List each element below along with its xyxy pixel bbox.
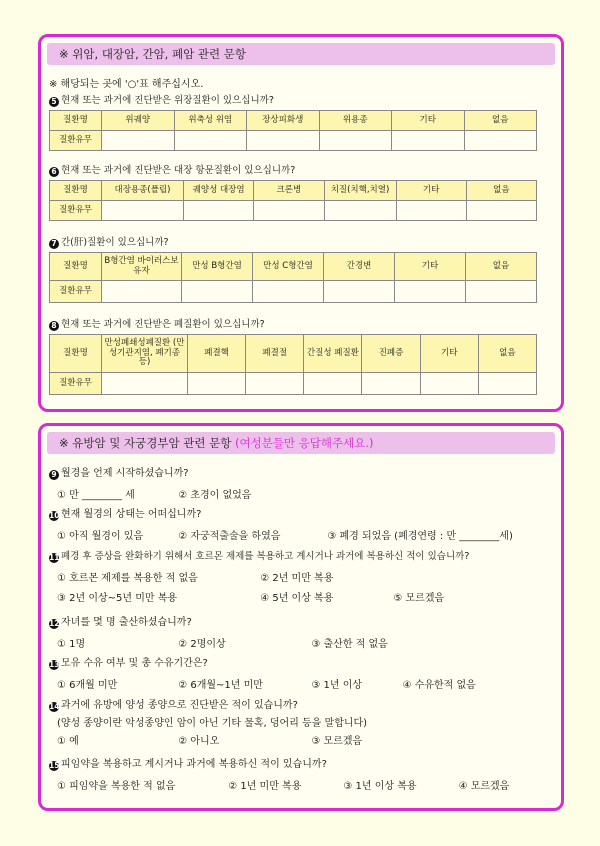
question-text: 월경을 언제 시작하셨습니까?: [61, 468, 189, 479]
column-header: 위용종: [319, 111, 392, 131]
question-11: [49, 548, 553, 604]
option[interactable]: ① 아직 월경이 있음: [57, 531, 144, 542]
q8-table: [49, 334, 537, 395]
question-text: 과거에 유방에 양성 종양으로 진단받은 적이 있습니까?: [61, 700, 298, 711]
question-number: 14: [49, 702, 60, 711]
question-5: [49, 92, 553, 151]
answer-cell[interactable]: [102, 373, 188, 395]
option[interactable]: ① 만 ________ 세: [57, 490, 135, 501]
question-number: 9: [49, 470, 59, 480]
column-header: 간경변: [324, 253, 395, 281]
question-6: [49, 162, 553, 221]
column-header: 만성 B형간염: [182, 253, 253, 281]
question-number: 7: [49, 239, 59, 249]
options-row: [57, 569, 553, 584]
answer-cell[interactable]: [324, 201, 396, 221]
option[interactable]: ② 6개월~1년 미만: [178, 680, 263, 691]
answer-cell[interactable]: [253, 281, 324, 303]
instruction-text: ※ 해당되는 곳에 '○'표 해주십시오.: [49, 79, 204, 90]
q6-table: [49, 180, 537, 221]
column-header: 궤양성 대장염: [184, 181, 254, 201]
option[interactable]: ③ 1년 이상 복용: [343, 781, 417, 792]
options-row: [57, 732, 553, 747]
answer-cell[interactable]: [182, 281, 253, 303]
option[interactable]: ① 6개월 미만: [57, 680, 118, 691]
answer-cell[interactable]: [478, 373, 536, 395]
question-text: 현재 월경의 상태는 어떠십니까?: [61, 509, 202, 520]
option[interactable]: ① 예: [57, 736, 79, 747]
question-number: 11: [49, 553, 60, 562]
column-header: 기타: [392, 111, 465, 131]
column-header: 진폐증: [362, 335, 420, 373]
answer-cell[interactable]: [324, 281, 395, 303]
option[interactable]: ① 1명: [57, 639, 86, 650]
options-row: [57, 486, 553, 501]
column-header: 크론병: [254, 181, 324, 201]
section-2-title-highlight: (여성분들만 응답해주세요.): [235, 436, 374, 450]
section-1-panel: [38, 34, 564, 412]
question-text: 피임약을 복용하고 계시거나 과거에 복용하신 적이 있습니까?: [61, 759, 327, 770]
option[interactable]: ① 호르몬 제제를 복용한 적 없음: [57, 573, 198, 584]
answer-cell[interactable]: [395, 281, 466, 303]
option[interactable]: ⑤ 모르겠음: [393, 593, 445, 604]
instruction-block: [49, 75, 553, 90]
question-15: [49, 755, 553, 792]
header-label: 질환명: [50, 253, 102, 281]
question-7: [49, 234, 553, 303]
question-number: 12: [49, 619, 60, 628]
answer-cell[interactable]: [466, 281, 537, 303]
answer-cell[interactable]: [102, 131, 175, 151]
answer-cell[interactable]: [102, 281, 182, 303]
option[interactable]: ③ 폐경 되었음 (폐경연령 : 만 ________세): [327, 531, 513, 542]
answer-cell[interactable]: [247, 131, 320, 151]
option[interactable]: ③ 2년 이상~5년 미만 복용: [57, 593, 178, 604]
column-header: 만성폐쇄성폐질환 (만성기관지염, 폐기종 등): [102, 335, 188, 373]
answer-cell[interactable]: [174, 131, 247, 151]
column-header: 기타: [396, 181, 466, 201]
column-header: 폐결핵: [188, 335, 246, 373]
option[interactable]: ② 2명이상: [178, 639, 226, 650]
question-subtext: (양성 종양이란 악성종양인 암이 아닌 기타 물혹, 덩어리 등을 말합니다): [57, 718, 368, 729]
row-label: 질환유무: [50, 131, 102, 151]
answer-cell[interactable]: [392, 131, 465, 151]
section-2-title: [47, 432, 555, 454]
options-row: [57, 589, 553, 604]
answer-cell[interactable]: [184, 201, 254, 221]
column-header: 대장용종(폴립): [102, 181, 184, 201]
answer-cell[interactable]: [319, 131, 392, 151]
question-text: 현재 또는 과거에 진단받은 대장 항문질환이 있으십니까?: [61, 165, 296, 176]
question-13: [49, 654, 553, 691]
options-row: [57, 527, 553, 542]
question-number: 13: [49, 660, 60, 669]
question-8: [49, 316, 553, 395]
column-header: 위궤양: [102, 111, 175, 131]
q7-table: [49, 252, 537, 303]
section-1-title: ※ 위암, 대장암, 간암, 폐암 관련 문항: [47, 43, 555, 65]
answer-cell[interactable]: [420, 373, 478, 395]
section-2-title-text: ※ 유방암 및 자궁경부암 관련 문항: [59, 436, 232, 450]
section-2-panel: [38, 423, 564, 811]
option[interactable]: ② 1년 미만 복용: [228, 781, 302, 792]
column-header: 없음: [466, 181, 536, 201]
answer-cell[interactable]: [396, 201, 466, 221]
header-label: 질환명: [50, 111, 102, 131]
column-header: B형간염 바이러스보유자: [102, 253, 182, 281]
column-header: 없음: [466, 253, 537, 281]
options-row: [57, 676, 553, 691]
column-header: 없음: [464, 111, 537, 131]
question-number: 10: [49, 511, 60, 520]
question-10: [49, 505, 553, 542]
options-row: [57, 635, 553, 650]
option[interactable]: ① 피임약을 복용한 적 없음: [57, 781, 176, 792]
row-label: 질환유무: [50, 201, 102, 221]
header-label: 질환명: [50, 181, 102, 201]
option[interactable]: ② 아니오: [178, 736, 220, 747]
question-text: 현재 또는 과거에 진단받은 위장질환이 있으십니까?: [61, 95, 274, 106]
question-number: 15: [49, 761, 60, 770]
options-row: [57, 777, 553, 792]
answer-cell[interactable]: [362, 373, 420, 395]
column-header: 위축성 위염: [174, 111, 247, 131]
column-header: 간질성 폐질환: [304, 335, 362, 373]
answer-cell[interactable]: [464, 131, 537, 151]
column-header: 없음: [478, 335, 536, 373]
header-label: 질환명: [50, 335, 102, 373]
option[interactable]: ② 초경이 없었음: [178, 490, 252, 501]
answer-cell[interactable]: [466, 201, 536, 221]
option[interactable]: ③ 출산한 적 없음: [311, 639, 388, 650]
option[interactable]: ② 2년 미만 복용: [260, 573, 334, 584]
question-14: [49, 696, 553, 747]
question-text: 모유 수유 여부 및 총 수유기간은?: [61, 658, 208, 669]
answer-cell[interactable]: [246, 373, 304, 395]
column-header: 기타: [395, 253, 466, 281]
option[interactable]: ④ 모르겠음: [458, 781, 510, 792]
question-9: [49, 464, 553, 501]
question-number: 5: [49, 97, 59, 107]
question-text: 자녀를 몇 명 출산하셨습니까?: [61, 617, 192, 628]
row-label: 질환유무: [50, 373, 102, 395]
question-number: 6: [49, 167, 59, 177]
question-text: 폐경 후 증상을 완화하기 위해서 호르몬 제제를 복용하고 계시거나 과거에 복용하신 적이 있습니까?: [61, 551, 470, 562]
option[interactable]: ④ 수유한적 없음: [402, 680, 476, 691]
option[interactable]: ③ 1년 이상: [311, 680, 363, 691]
question-text: 현재 또는 과거에 진단받은 폐질환이 있으십니까?: [61, 319, 265, 330]
column-header: 장상피화생: [247, 111, 320, 131]
question-text: 간(肝)질환이 있으십니까?: [61, 237, 169, 248]
row-label: 질환유무: [50, 281, 102, 303]
column-header: 치질(치핵,치열): [324, 181, 396, 201]
answer-cell[interactable]: [304, 373, 362, 395]
option[interactable]: ② 자궁적출술을 하였음: [178, 531, 281, 542]
q5-table: [49, 110, 537, 151]
option[interactable]: ④ 5년 이상 복용: [260, 593, 334, 604]
answer-cell[interactable]: [102, 201, 184, 221]
column-header: 폐결절: [246, 335, 304, 373]
option[interactable]: ③ 모르겠음: [311, 736, 363, 747]
question-number: 8: [49, 321, 59, 331]
column-header: 만성 C형간염: [253, 253, 324, 281]
answer-cell[interactable]: [188, 373, 246, 395]
column-header: 기타: [420, 335, 478, 373]
question-12: [49, 613, 553, 650]
answer-cell[interactable]: [254, 201, 324, 221]
